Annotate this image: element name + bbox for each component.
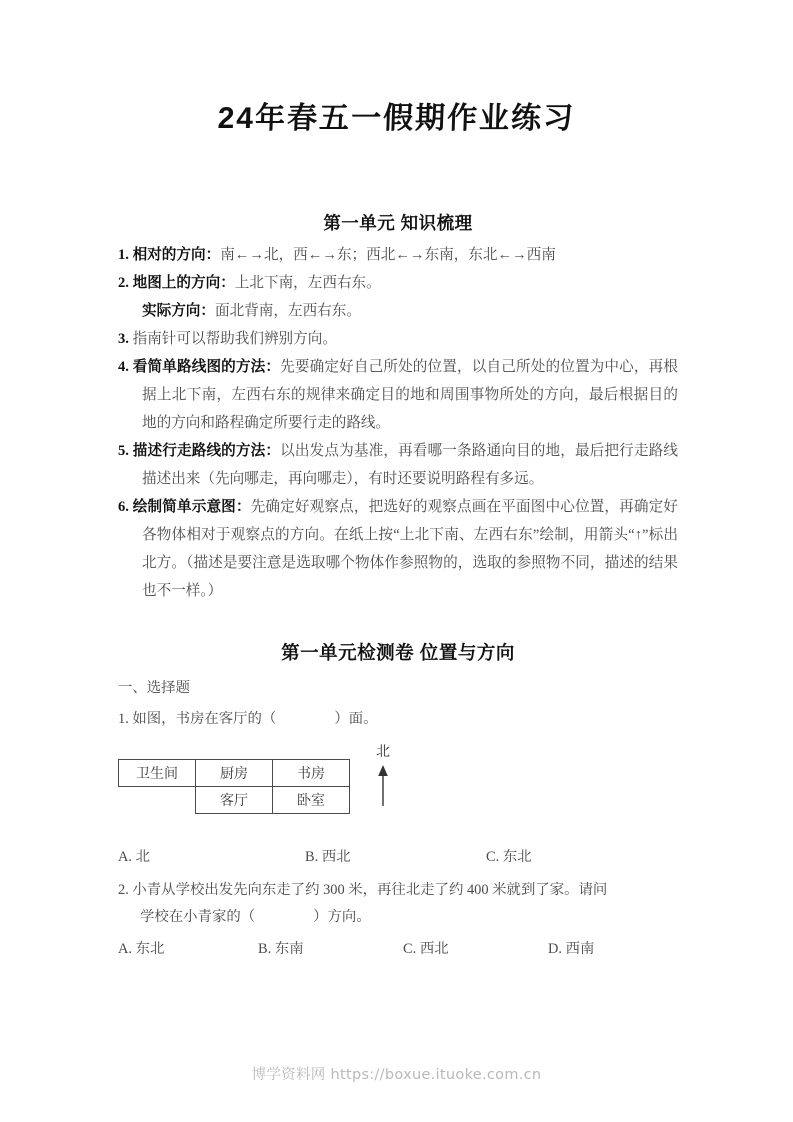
option-text: 西北: [419, 941, 449, 957]
question-2-option-a[interactable]: [118, 937, 164, 958]
question-1-figure: [118, 739, 678, 835]
option-key: A.: [118, 849, 132, 865]
test-part-label: 一、选择题: [118, 680, 190, 696]
option-key: C.: [486, 849, 500, 865]
knowledge-point-5-text: 以出发点为基准，再看哪一条路通向目的地，最后把行走路线描述出来（先向哪走，再向哪走），有时还要说明路程有多远。: [142, 443, 678, 487]
option-key: B.: [258, 941, 272, 957]
question-1-option-b[interactable]: [305, 845, 351, 866]
question-2-suffix: ）方向。: [313, 909, 371, 925]
knowledge-point-2: [118, 269, 678, 297]
option-text: 东南: [274, 941, 304, 957]
knowledge-point-5-sep: ：: [265, 443, 281, 459]
knowledge-point-2b-sep: ：: [200, 303, 215, 319]
question-2-options: [118, 937, 678, 957]
knowledge-point-2-number: 2.: [118, 275, 129, 291]
knowledge-point-1-lead: 相对的方向: [132, 247, 206, 263]
north-arrow-icon: [375, 762, 391, 806]
question-2-option-d[interactable]: [548, 937, 594, 958]
floorplan-cell-bedroom: 卧室: [273, 787, 350, 814]
north-indicator: [363, 745, 403, 806]
knowledge-point-4-number: 4.: [118, 359, 129, 375]
floorplan-cell-kitchen: 厨房: [196, 760, 273, 787]
question-1-prefix: 1. 如图，书房在客厅的（: [118, 711, 277, 727]
option-key: A.: [118, 941, 132, 957]
floorplan-cell-bathroom: 卫生间: [119, 760, 196, 787]
knowledge-point-4-lead: 看简单路线图的方法: [132, 359, 266, 375]
knowledge-point-2b-text: 面北背南，左西右东。: [215, 303, 361, 319]
section-heading-knowledge: 第一单元 知识梳理: [323, 213, 473, 233]
question-2-line-1: 2. 小青从学校出发先向东走了约 300 米，再往北走了约 400 米就到了家。请问: [118, 882, 608, 898]
knowledge-point-1-text: 南←→北，西←→东；西北←→东南，东北←→西南: [220, 247, 556, 263]
option-text: 西南: [565, 941, 595, 957]
knowledge-point-1-sep: ：: [205, 247, 221, 263]
question-1-option-a[interactable]: [118, 845, 150, 866]
knowledge-point-5-lead: 描述行走路线的方法: [132, 443, 266, 459]
knowledge-point-2-text: 上北下南，左西右东。: [234, 275, 381, 291]
knowledge-point-6: [118, 493, 678, 605]
knowledge-point-3: [118, 325, 678, 353]
question-2-line-2: [118, 904, 678, 931]
knowledge-point-4-text: 先要确定好自己所处的位置，以自己所处的位置为中心，再根据上北下南，左西右东的规律来确定目的地和周围事物所处的方向，最后根据目的地的方向和路程确定所要行走的路线。: [142, 359, 678, 431]
knowledge-point-2-sep: ：: [220, 275, 235, 291]
knowledge-point-6-lead: 绘制简单示意图: [132, 499, 236, 515]
option-text: 东北: [135, 941, 165, 957]
knowledge-point-2b: [118, 297, 678, 325]
question-1-option-c[interactable]: [486, 845, 532, 866]
question-1-options: [118, 845, 678, 865]
option-key: B.: [305, 849, 319, 865]
table-row: [119, 787, 350, 814]
knowledge-point-4-sep: ：: [265, 359, 281, 375]
knowledge-point-2-lead: 地图上的方向: [132, 275, 221, 291]
knowledge-point-6-text: 先确定好观察点，把选好的观察点画在平面图中心位置，再确定好各物体相对于观察点的方向。在纸上按“上北下南、左西右东”绘制，用箭头“↑”标出北方。（描述是要注意是选取哪个物体作参照物的，选取的参照物不同，描述的结果也不一样。）: [142, 499, 678, 599]
knowledge-point-3-text: 指南针可以帮助我们辨别方向。: [132, 331, 337, 347]
question-1-suffix: ）面。: [334, 711, 378, 727]
floorplan-table: [118, 759, 350, 814]
question-1-text: [118, 706, 678, 733]
option-text: 东北: [502, 849, 532, 865]
floorplan-cell-study: 书房: [273, 760, 350, 787]
knowledge-point-2b-lead: 实际方向: [142, 303, 201, 319]
knowledge-point-5-number: 5.: [118, 443, 129, 459]
page-title: 24年春五一假期作业练习: [217, 102, 576, 135]
table-row: [119, 760, 350, 787]
knowledge-point-1-number: 1.: [118, 247, 129, 263]
option-key: C.: [403, 941, 417, 957]
knowledge-point-6-sep: ：: [235, 499, 251, 515]
question-2-option-c[interactable]: [403, 937, 449, 958]
knowledge-point-5: [118, 437, 678, 493]
north-label: 北: [376, 745, 390, 760]
document-body: [118, 210, 678, 957]
option-key: D.: [548, 941, 562, 957]
section-heading-test: 第一单元检测卷 位置与方向: [281, 642, 515, 663]
footer-watermark: 博学资料网 https://boxue.ituoke.com.cn: [251, 1067, 542, 1083]
option-text: 北: [135, 849, 151, 865]
floorplan-cell-empty: [119, 787, 196, 814]
knowledge-point-3-number: 3.: [118, 331, 129, 347]
question-2-prefix: 学校在小青家的（: [140, 909, 256, 925]
option-text: 西北: [321, 849, 351, 865]
knowledge-point-1: [118, 241, 678, 269]
floorplan-cell-livingroom: 客厅: [196, 787, 273, 814]
question-2-option-b[interactable]: [258, 937, 304, 958]
knowledge-point-6-number: 6.: [118, 499, 129, 515]
knowledge-point-4: [118, 353, 678, 437]
